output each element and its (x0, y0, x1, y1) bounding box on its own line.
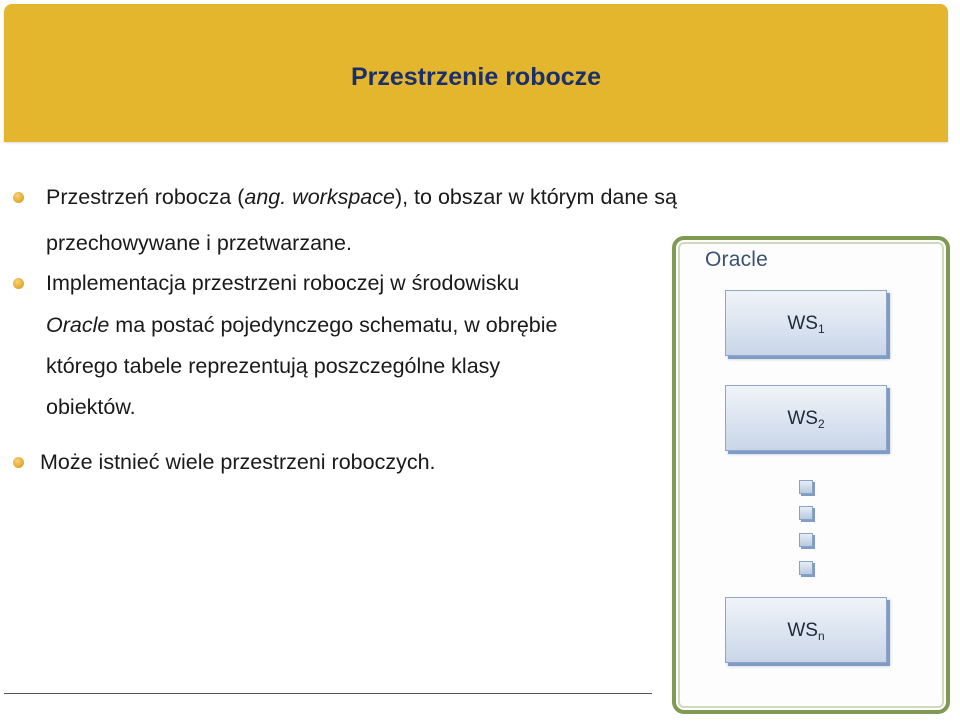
workspace-label-1 (726, 313, 886, 336)
slide-title: Przestrzenie robocze (350, 63, 602, 91)
ws-subscript: n (817, 629, 825, 643)
ws-prefix: WS (787, 620, 818, 641)
bullet-1-text-b: ), to obszar w którym dane są (394, 185, 677, 209)
ellipsis-square (799, 506, 813, 520)
footer-divider (4, 693, 652, 694)
workspace-box-n (725, 597, 887, 663)
ellipsis-square (799, 533, 813, 547)
ws-prefix: WS (787, 313, 818, 334)
oracle-label: Oracle (705, 248, 769, 271)
bullet-2-text-rest: ma postać pojedynczego schematu, w obrębie (109, 313, 558, 337)
bullet-2-line-4: obiektów. (46, 395, 136, 419)
bullet-dot (13, 457, 24, 468)
bullet-2-line-1: Implementacja przestrzeni roboczej w środowisku (46, 271, 520, 295)
bullet-1-line-2: przechowywane i przetwarzane. (46, 231, 352, 255)
ws-prefix: WS (787, 408, 818, 429)
ws-subscript: 1 (817, 322, 825, 336)
bullet-dot (13, 192, 24, 203)
workspace-box-2 (725, 385, 887, 451)
bullet-1-line-1 (46, 187, 677, 209)
bullet-1-text-a: Przestrzeń robocza ( (46, 185, 245, 209)
bullet-2-line-3: którego tabele reprezentują poszczególne klasy (46, 354, 501, 378)
workspace-label-n (726, 620, 886, 643)
bullet-1-text-italic: ang. workspace (244, 185, 395, 209)
bullet-dot (13, 278, 24, 289)
bullet-2-text-italic: Oracle (46, 313, 110, 337)
bullet-3-line-1: Może istnieć wiele przestrzeni roboczych. (40, 450, 436, 474)
workspace-box-1 (725, 290, 887, 356)
ellipsis-square (799, 480, 813, 494)
title-bar (4, 4, 948, 142)
workspace-label-2 (726, 408, 886, 431)
bullet-2-line-2 (46, 315, 558, 337)
ws-subscript: 2 (817, 417, 825, 431)
ellipsis-square (799, 561, 813, 575)
